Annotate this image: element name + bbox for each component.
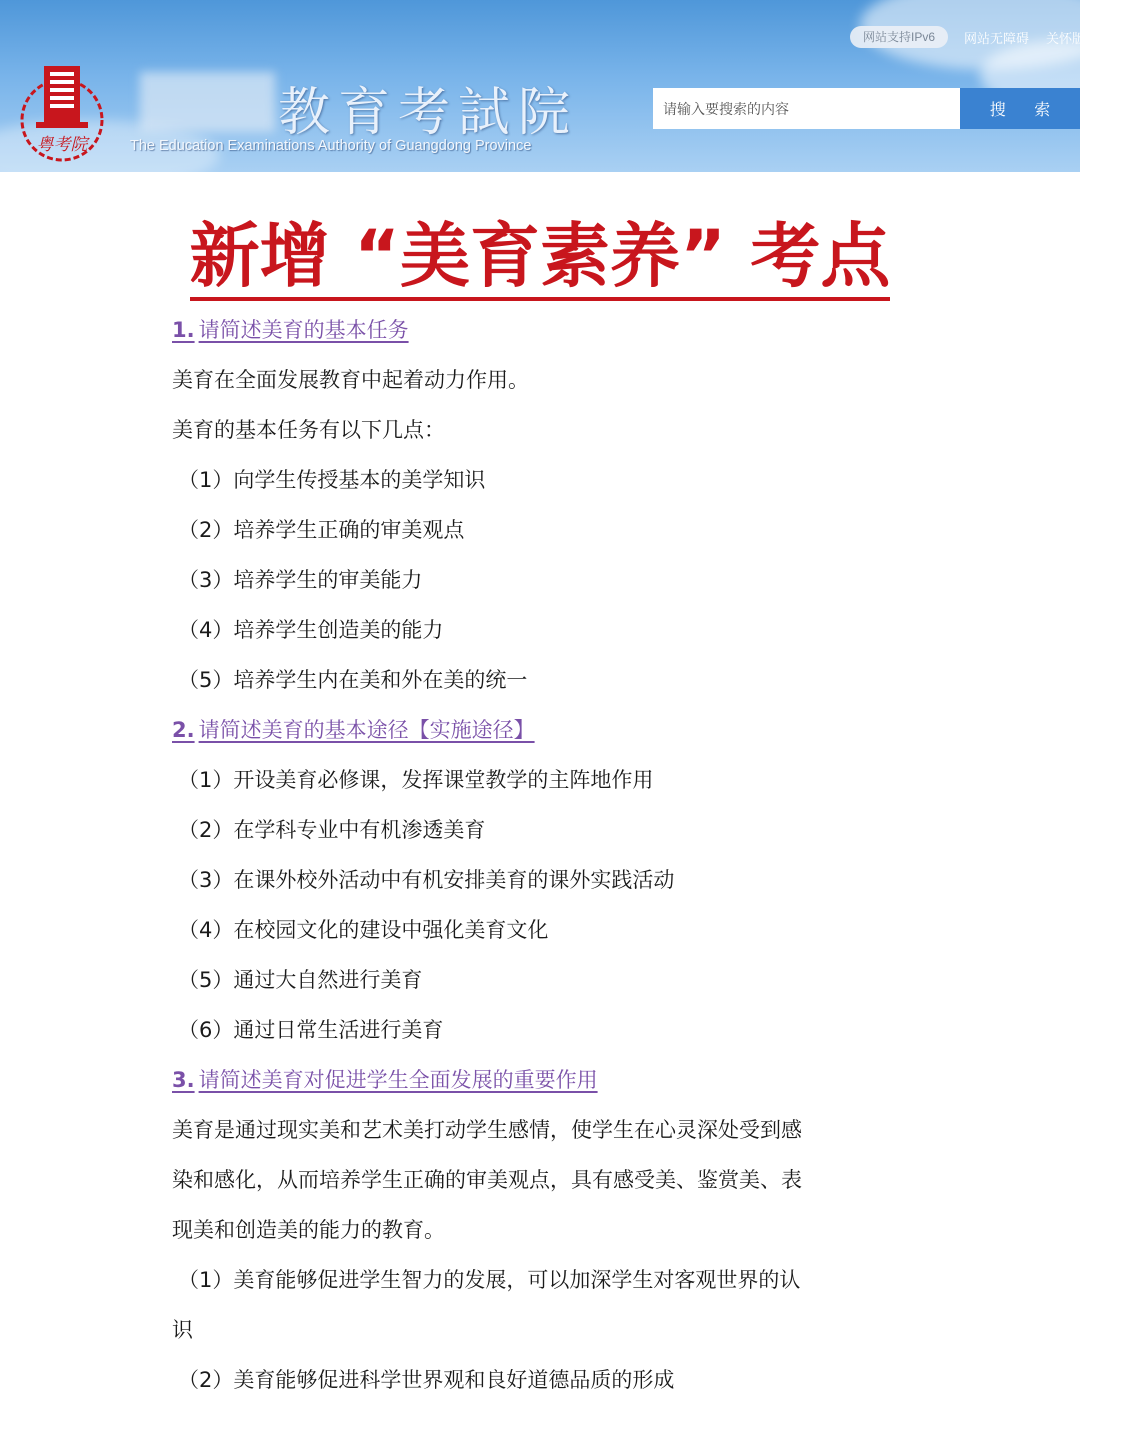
site-header xyxy=(0,0,1086,172)
list-item: （2）培养学生正确的审美观点 xyxy=(178,518,465,542)
paragraph-line: 染和感化，从而培养学生正确的审美观点，具有感受美、鉴赏美、表 xyxy=(172,1168,802,1192)
list-item: （4）培养学生创造美的能力 xyxy=(178,618,444,642)
section-number: 3. xyxy=(172,1068,195,1092)
section-heading[interactable] xyxy=(172,705,852,755)
accessibility-link[interactable]: 网站无障碍 xyxy=(964,31,1030,46)
section-number: 1. xyxy=(172,318,195,342)
logo-text: 粤考院 xyxy=(36,135,88,155)
list-item: （5）通过大自然进行美育 xyxy=(178,968,423,992)
section-title: 请简述美育的基本途径【实施途径】 xyxy=(198,718,535,742)
page-title xyxy=(0,208,1080,304)
authority-logo[interactable] xyxy=(14,60,110,164)
section-heading[interactable] xyxy=(172,305,852,355)
section-title: 请简述美育对促进学生全面发展的重要作用 xyxy=(198,1068,598,1092)
page-title-text: 新增 “美育素养” 考点 xyxy=(190,215,891,301)
article-body xyxy=(172,305,852,1405)
list-item: （1）开设美育必修课，发挥课堂教学的主阵地作用 xyxy=(178,768,654,792)
section-number: 2. xyxy=(172,718,195,742)
paragraph: 美育的基本任务有以下几点： xyxy=(172,418,445,442)
care-mode-link[interactable]: 关怀版 xyxy=(1046,31,1086,46)
section-heading[interactable] xyxy=(172,1055,852,1105)
paragraph: 美育在全面发展教育中起着动力作用。 xyxy=(172,368,529,392)
list-item-continuation: 识 xyxy=(172,1318,193,1342)
blurred-region xyxy=(140,72,275,132)
list-item: （2）在学科专业中有机渗透美育 xyxy=(178,818,486,842)
site-title: 教育考試院 xyxy=(278,83,579,143)
list-item: （1）向学生传授基本的美学知识 xyxy=(178,468,486,492)
list-item: （3）培养学生的审美能力 xyxy=(178,568,423,592)
ipv6-badge[interactable]: 网站支持IPv6 xyxy=(850,26,948,48)
list-item: （5）培养学生内在美和外在美的统一 xyxy=(178,668,528,692)
paragraph-line: 美育是通过现实美和艺术美打动学生感情，使学生在心灵深处受到感 xyxy=(172,1118,802,1142)
list-item: （2）美育能够促进科学世界观和良好道德品质的形成 xyxy=(178,1368,675,1392)
list-item: （1）美育能够促进学生智力的发展，可以加深学生对客观世界的认 xyxy=(178,1268,801,1292)
search-button[interactable]: 搜 索 xyxy=(960,88,1080,129)
list-item: （4）在校园文化的建设中强化美育文化 xyxy=(178,918,549,942)
section-title: 请简述美育的基本任务 xyxy=(198,318,409,342)
list-item: （3）在课外校外活动中有机安排美育的课外实践活动 xyxy=(178,868,675,892)
site-subtitle: The Education Examinations Authority of Guangdong Province xyxy=(130,138,532,154)
paragraph-line: 现美和创造美的能力的教育。 xyxy=(172,1218,445,1242)
list-item: （6）通过日常生活进行美育 xyxy=(178,1018,444,1042)
search-input[interactable] xyxy=(653,88,960,129)
